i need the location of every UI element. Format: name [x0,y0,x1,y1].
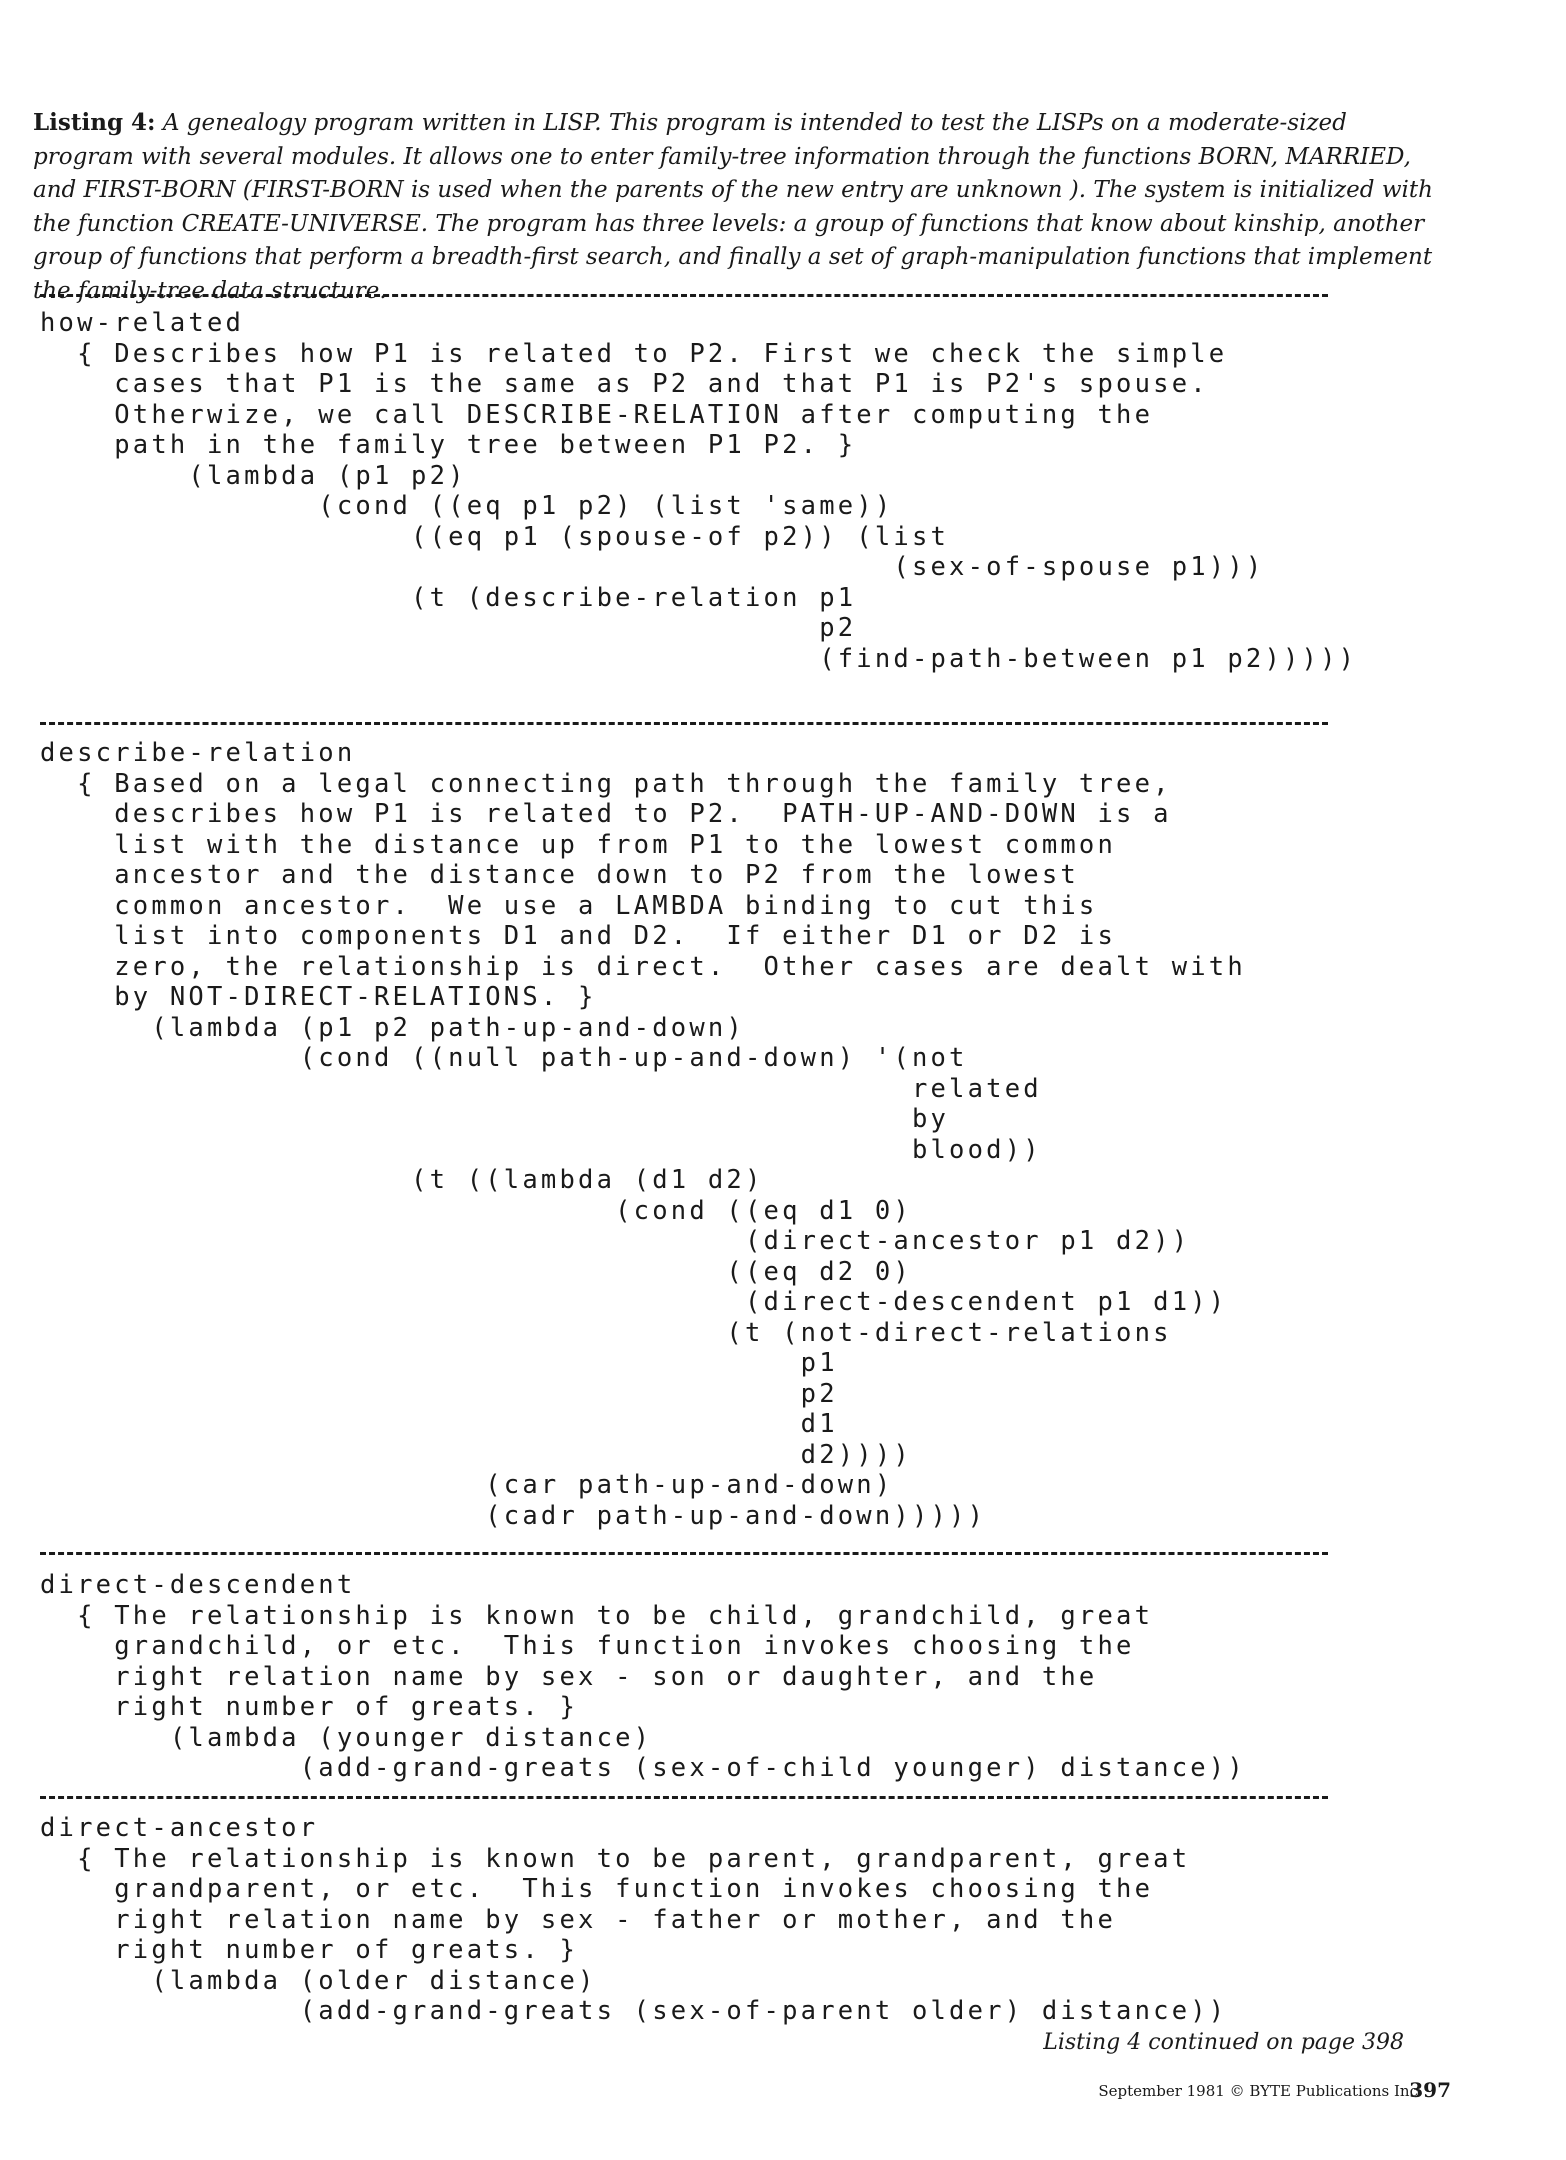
listing-label: Listing 4: [33,109,156,136]
separator-rule [40,294,1328,297]
listing-description: A genealogy program written in LISP. This program is intended to test the LISPs on a moderate-sized program with several modules. It allows one to enter family-tree information through the functions BORN, MARRIED, and FIRST-BORN (FIRST-BORN is used when the parents of the new entry are unknown ). The system is initialized with the function CREATE-UNIVERSE. The program has three levels: a group of functions that know about kinship, another group of functions that perform a breadth-first search, and finally a set of graph-manipulation functions that implement the family-tree data structure. [33,110,1433,304]
function-how-related [40,308,1357,674]
publication-line: September 1981 © BYTE Publications Inc [1098,2082,1418,2100]
function-name: how-related [40,308,245,338]
function-body: { Based on a legal connecting path through the family tree, describes how P1 is related to P2. PATH-UP-AND-DOWN is a list with the distance up from P1 to the lowest common ancestor and the distance down to P2 from the lowest common ancestor. We use a LAMBDA binding to cut this list into components D1 and D2. If either D1 or D2 is zero, the relationship is direct. Other cases are dealt with by NOT-DIRECT-RELATIONS. } (lambda (p1 p2 path-up-and-down) (cond ((null path-up-and-down) '(not related by blood)) (t ((lambda (d1 d2) (cond ((eq d1 0) (direct-ancestor p1 d2)) ((eq d2 0) (direct-descendent p1 d1)) (t (not-direct-relations p1 p2 d1 d2)))) (car path-up-and-down) (cadr path-up-and-down))))) [77,768,1246,1531]
function-describe-relation [40,738,1246,1531]
function-body: { The relationship is known to be parent, grandparent, great grandparent, or etc. This function invokes choosing the right relation name by sex - father or mother, and the right number of greats. } (lambda (older distance) (add-grand-greats (sex-of-parent older) distance)) [77,1843,1228,2026]
separator-rule [40,1552,1328,1555]
separator-rule [40,1796,1328,1799]
separator-rule [40,722,1328,725]
function-name: direct-ancestor [40,1813,319,1843]
function-body: { The relationship is known to be child, grandchild, great grandchild, or etc. This function invokes choosing the right relation name by sex - son or daughter, and the right number of greats. } (lambda (younger distance) (add-grand-greats (sex-of-child younger) distance)) [77,1600,1246,1783]
listing-caption [33,106,1443,308]
function-body: { Describes how P1 is related to P2. First we check the simple cases that P1 is the same as P2 and that P1 is P2's spouse. Otherwize, we call DESCRIBE-RELATION after computing the path in the family tree between P1 P2. } (lambda (p1 p2) (cond ((eq p1 p2) (list 'same)) ((eq p1 (spouse-of p2)) (list (sex-of-spouse p1))) (t (describe-relation p1 p2 (find-path-between p1 p2))))) [77,338,1358,674]
page-number: 397 [1409,2078,1451,2102]
function-name: direct-descendent [40,1570,356,1600]
function-direct-ancestor [40,1813,1227,2027]
function-direct-descendent [40,1570,1246,1784]
continuation-note: Listing 4 continued on page 398 [1043,2030,1404,2055]
function-name: describe-relation [40,738,356,768]
